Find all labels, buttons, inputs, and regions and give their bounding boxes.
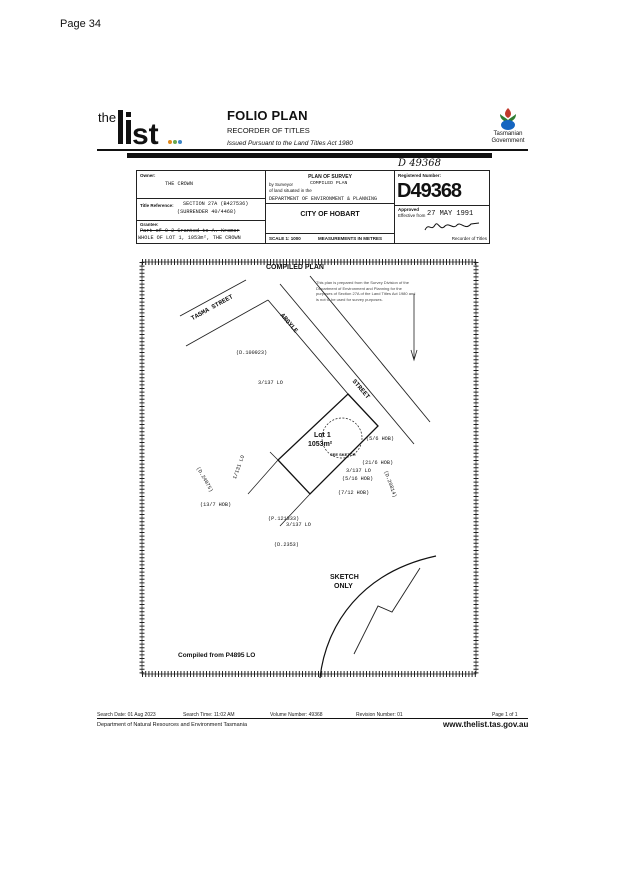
ref-3-137-lo-top: 3/137 LO [258,380,283,386]
search-date: Search Date: 01 Aug 2023 [97,712,156,718]
approved-label: Approved [398,207,420,212]
street-name-argyle: ARGYLE [278,312,300,335]
plan-of-survey-label: PLAN OF SURVEY [308,174,352,180]
title-reference-cell [137,198,266,221]
middle-divider-1 [266,203,394,204]
issued-statement: Issued Pursuant to the Land Titles Act 1980 [227,140,353,147]
search-time: Search Time: 11:02 AM [183,712,235,718]
sketch-label: SKETCH [330,574,359,581]
header-divider [97,149,528,151]
ref-d2353: (D.2353) [274,542,299,548]
measurements-label: MEASUREMENTS IN METRES [318,236,383,241]
middle-divider-2 [266,233,394,234]
street-name-street: STREET [350,378,372,401]
north-arrow [411,294,417,360]
handwritten-plan-number: D 49368 [398,158,442,169]
government-label [480,131,536,145]
thelist-logo [98,104,190,148]
plan-border-ticks [142,262,476,674]
compiled-from-label: Compiled from P4895 LO [178,652,256,659]
ref-5-16-hob: (5/16 HOB) [342,476,374,482]
grantee-cell [137,220,266,243]
revision-number: Revision Number: 01 [356,712,403,718]
plan-heading: COMPILED PLAN [266,264,324,271]
page-of-count: Page 1 of 1 [492,712,518,718]
ref-p121333: (P.121333) [268,516,300,522]
ref-d24075: (D.24075) [194,466,215,494]
ref-5-6-hob: (5/6 HOB) [366,436,395,442]
footer-divider [97,718,528,719]
lot-number-label: Lot 1 [314,432,331,439]
ref-d20814: (D.20814) [382,470,398,499]
grantee-label: Grantee: [140,222,159,227]
owner-cell [137,171,266,199]
plan-note: This plan is prepared from the Survey Division of the Department of Environment and Planning for the purposes of Section 27A of the Land Titles Act 1980 and is not to be used for survey purposes. [316,280,416,302]
lot-area-label: 1053m² [308,441,333,448]
adjacent-boundaries [248,452,310,526]
title-reference-surrender: (SURRENDER 40/4468) [177,209,237,215]
grantee-struck-text: Part of 0-2 Granted to A. Kremer [140,228,240,234]
svg-text:the: the [98,110,117,125]
effective-date-value: 27 MAY 1991 [427,210,474,218]
owner-value: THE CROWN [165,181,194,187]
see-sketch-label: SEE SKETCH [330,452,356,457]
government-label-line2: Government [491,138,525,144]
title-block [136,170,490,244]
effective-from-label: Effective from [398,213,426,218]
ref-d100923: (D.100923) [236,350,268,356]
ref-3-137-lo-bottom: 3/137 LO [286,522,311,528]
recorder-of-titles-label: Recorder of Titles [451,236,487,241]
page-number-label: Page 34 [60,18,101,30]
document-subtitle: RECORDER OF TITLES [227,126,310,135]
svg-text:st: st [132,118,159,148]
registration-cell [395,171,489,243]
scale-label: SCALE 1: 1000 [269,236,301,241]
plan-of-survey-cell [266,171,395,243]
sketch-lines [354,568,420,654]
registered-number-value: D49368 [397,180,462,202]
government-label-line1: Tasmanian [493,131,523,137]
document-title: FOLIO PLAN [227,108,308,123]
owner-label: Owner: [140,173,156,178]
footer-website-link[interactable]: www.thelist.tas.gov.au [443,720,529,729]
title-reference-label: Title Reference: [140,203,174,208]
street-name-tasma: TASMA STREET [190,293,235,323]
compiled-plan-drawing [130,254,486,688]
ref-13-7-hob: (13/7 HOB) [200,502,232,508]
recorder-signature [423,220,483,234]
department-value: DEPARTMENT OF ENVIRONMENT & PLANNING [269,196,378,202]
by-surveyor-label: by Surveyor [269,182,294,187]
city-value: CITY OF HOBART [300,211,360,218]
sketch-only-label: ONLY [334,583,353,590]
surveyor-value: COMPILED PLAN [310,181,348,186]
volume-number: Volume Number: 49368 [270,712,323,718]
ref-7-12-hob: (7/12 HOB) [338,490,370,496]
ref-3-137-lo-right: 3/137 LO [346,468,371,474]
land-situated-label: of land situated in the [269,188,312,193]
ref-21-6-hob: (21/6 HOB) [362,460,394,466]
registered-number-label: Registered Number: [398,173,442,178]
grantee-value: WHOLE OF LOT 1, 1053m², THE CROWN [138,235,241,241]
ref-1-131-lo: 1/131 LO [232,454,247,481]
footer-department: Department of Natural Resources and Environment Tasmania [97,722,248,728]
registration-divider [395,205,489,206]
title-reference-value: SECTION 27A (B427536) [183,201,249,207]
